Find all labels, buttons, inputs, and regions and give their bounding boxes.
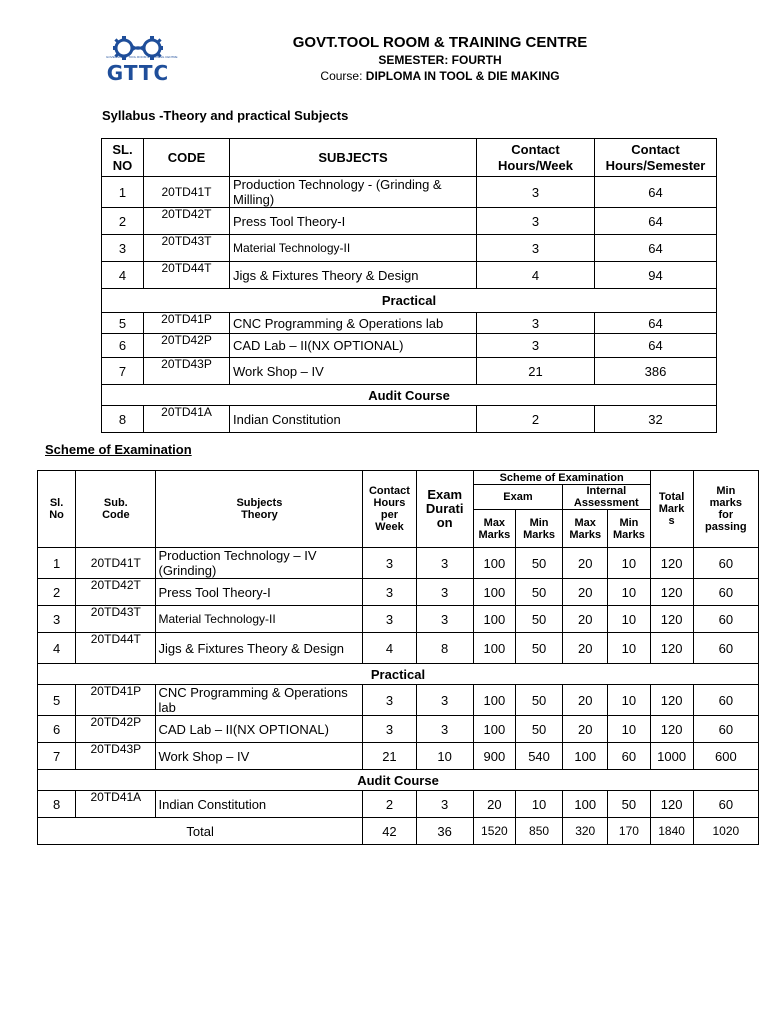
total-marks-cell: 120 <box>650 579 693 606</box>
table-row <box>38 548 759 579</box>
exam-duration-cell: 3 <box>416 791 473 818</box>
code-cell: 20TD42P <box>144 334 230 358</box>
total-label: Total <box>38 818 363 845</box>
exam-duration-cell: 3 <box>416 716 473 743</box>
hours-week-cell: 3 <box>477 313 595 334</box>
ia-min-cell: 10 <box>608 633 650 664</box>
col-exam-min: Min Marks <box>515 510 562 548</box>
exam-max-cell: 100 <box>473 579 515 606</box>
total-row <box>38 818 759 845</box>
min-pass-cell: 60 <box>693 548 758 579</box>
section-row <box>102 385 717 406</box>
section-row <box>38 770 759 791</box>
subject-cell: Production Technology - (Grinding & Milling) <box>230 177 477 208</box>
hours-semester-cell: 32 <box>595 406 717 433</box>
section-row <box>38 664 759 685</box>
ia-max-cell: 20 <box>563 716 608 743</box>
contact-hours-cell: 21 <box>363 743 416 770</box>
exam-max-cell: 100 <box>473 548 515 579</box>
table-row <box>38 606 759 633</box>
sl-no-cell: 7 <box>38 743 76 770</box>
sl-no-cell: 2 <box>102 208 144 235</box>
gttc-logo <box>100 36 176 90</box>
table-row <box>38 743 759 770</box>
exam-duration-cell: 3 <box>416 548 473 579</box>
min-pass-cell: 60 <box>693 716 758 743</box>
min-pass-cell: 60 <box>693 791 758 818</box>
subject-cell: Jigs & Fixtures Theory & Design <box>230 262 477 289</box>
contact-hours-cell: 3 <box>363 716 416 743</box>
exam-duration-cell: 3 <box>416 579 473 606</box>
subject-cell: CAD Lab – II(NX OPTIONAL) <box>156 716 363 743</box>
exam-max-cell: 20 <box>473 791 515 818</box>
section-heading: Audit Course <box>38 770 759 791</box>
total-marks-cell: 120 <box>650 633 693 664</box>
col-exam-duration: Exam Durati on <box>416 471 473 548</box>
table-row <box>38 716 759 743</box>
exam-duration-cell: 3 <box>416 606 473 633</box>
code-cell: 20TD41A <box>76 791 156 818</box>
hours-semester-cell: 386 <box>595 358 717 385</box>
sl-no-cell: 1 <box>102 177 144 208</box>
sl-no-cell: 6 <box>38 716 76 743</box>
exam-min-cell: 50 <box>515 548 562 579</box>
code-cell: 20TD42T <box>144 208 230 235</box>
scheme-heading: Scheme of Examination <box>45 442 192 457</box>
subject-cell: CNC Programming & Operations lab <box>230 313 477 334</box>
hours-week-cell: 3 <box>477 208 595 235</box>
exam-min-cell: 50 <box>515 716 562 743</box>
subject-cell: Press Tool Theory-I <box>156 579 363 606</box>
logo-wordmark: GTTC <box>106 61 170 85</box>
sl-no-cell: 3 <box>102 235 144 262</box>
ia-min-cell: 10 <box>608 579 650 606</box>
subject-cell: Production Technology – IV (Grinding) <box>156 548 363 579</box>
exam-max-cell: 900 <box>473 743 515 770</box>
total-marks-cell: 1000 <box>650 743 693 770</box>
table-row <box>102 208 717 235</box>
total-ia-max-cell: 320 <box>563 818 608 845</box>
code-cell: 20TD44T <box>144 262 230 289</box>
table-row <box>38 685 759 716</box>
exam-max-cell: 100 <box>473 606 515 633</box>
subject-cell: CNC Programming & Operations lab <box>156 685 363 716</box>
course-label: Course: <box>320 69 363 83</box>
ia-min-cell: 10 <box>608 716 650 743</box>
subject-cell: Press Tool Theory-I <box>230 208 477 235</box>
total-marks-cell: 120 <box>650 716 693 743</box>
code-cell: 20TD42T <box>76 579 156 606</box>
subject-cell: Work Shop – IV <box>230 358 477 385</box>
hours-week-cell: 3 <box>477 334 595 358</box>
sl-no-cell: 1 <box>38 548 76 579</box>
total-duration-cell: 36 <box>416 818 473 845</box>
sl-no-cell: 6 <box>102 334 144 358</box>
ia-min-cell: 10 <box>608 548 650 579</box>
subject-cell: Indian Constitution <box>230 406 477 433</box>
exam-max-cell: 100 <box>473 685 515 716</box>
code-cell: 20TD43P <box>144 358 230 385</box>
exam-min-cell: 10 <box>515 791 562 818</box>
ia-max-cell: 20 <box>563 606 608 633</box>
exam-min-cell: 540 <box>515 743 562 770</box>
hours-week-cell: 4 <box>477 262 595 289</box>
table-row <box>38 633 759 664</box>
institute-title: GOVT.TOOL ROOM & TRAINING CENTRE <box>292 34 588 51</box>
col-subjects-theory: Subjects Theory <box>156 471 363 548</box>
subject-cell: Material Technology-II <box>156 606 363 633</box>
section-row <box>102 289 717 313</box>
sl-no-cell: 8 <box>102 406 144 433</box>
subject-cell: Material Technology-II <box>230 235 477 262</box>
contact-hours-cell: 3 <box>363 685 416 716</box>
code-cell: 20TD44T <box>76 633 156 664</box>
code-cell: 20TD41A <box>144 406 230 433</box>
min-pass-cell: 600 <box>693 743 758 770</box>
contact-hours-cell: 2 <box>363 791 416 818</box>
contact-hours-cell: 3 <box>363 548 416 579</box>
ia-max-cell: 20 <box>563 579 608 606</box>
hours-semester-cell: 94 <box>595 262 717 289</box>
ia-min-cell: 10 <box>608 606 650 633</box>
exam-duration-cell: 10 <box>416 743 473 770</box>
col-hours-semester: Contact Hours/Semester <box>595 139 717 177</box>
ia-min-cell: 10 <box>608 685 650 716</box>
total-marks-cell: 120 <box>650 548 693 579</box>
exam-min-cell: 50 <box>515 685 562 716</box>
total-marks-cell: 120 <box>650 685 693 716</box>
total-exam-min-cell: 850 <box>515 818 562 845</box>
exam-duration-cell: 3 <box>416 685 473 716</box>
ia-max-cell: 100 <box>563 791 608 818</box>
contact-hours-cell: 4 <box>363 633 416 664</box>
total-marks-cell: 120 <box>650 791 693 818</box>
hours-semester-cell: 64 <box>595 208 717 235</box>
min-pass-cell: 60 <box>693 579 758 606</box>
logo-tagline: GOVERNMENT TOOL ROOM & TRAINING CENTRE <box>106 55 178 59</box>
hours-week-cell: 3 <box>477 235 595 262</box>
total-exam-max-cell: 1520 <box>473 818 515 845</box>
hours-semester-cell: 64 <box>595 313 717 334</box>
col-exam-max: Max Marks <box>473 510 515 548</box>
col-code: CODE <box>144 139 230 177</box>
hours-week-cell: 2 <box>477 406 595 433</box>
code-cell: 20TD43T <box>76 606 156 633</box>
scheme-header-row-1 <box>38 471 759 485</box>
col-ia-max: Max Marks <box>563 510 608 548</box>
total-pass-cell: 1020 <box>693 818 758 845</box>
exam-max-cell: 100 <box>473 633 515 664</box>
ia-max-cell: 20 <box>563 685 608 716</box>
col-total-marks: Total Mark s <box>650 471 693 548</box>
exam-max-cell: 100 <box>473 716 515 743</box>
subject-cell: Work Shop – IV <box>156 743 363 770</box>
contact-hours-cell: 3 <box>363 606 416 633</box>
min-pass-cell: 60 <box>693 633 758 664</box>
ia-max-cell: 20 <box>563 633 608 664</box>
hours-week-cell: 21 <box>477 358 595 385</box>
sl-no-cell: 4 <box>38 633 76 664</box>
table-row <box>38 791 759 818</box>
subject-cell: Jigs & Fixtures Theory & Design <box>156 633 363 664</box>
table-row <box>102 177 717 208</box>
col-sub-code: Sub. Code <box>76 471 156 548</box>
code-cell: 20TD41P <box>76 685 156 716</box>
syllabus-table <box>101 138 717 433</box>
col-sl-no: SL. NO <box>102 139 144 177</box>
syllabus-heading: Syllabus -Theory and practical Subjects <box>102 108 349 123</box>
exam-header: Exam <box>473 485 562 510</box>
col-min-marks-passing: Min marks for passing <box>693 471 758 548</box>
col-hours-week: Contact Hours/Week <box>477 139 595 177</box>
ia-min-cell: 50 <box>608 791 650 818</box>
code-cell: 20TD41P <box>144 313 230 334</box>
exam-min-cell: 50 <box>515 579 562 606</box>
sl-no-cell: 5 <box>38 685 76 716</box>
contact-hours-cell: 3 <box>363 579 416 606</box>
code-cell: 20TD42P <box>76 716 156 743</box>
code-cell: 20TD41T <box>76 548 156 579</box>
sl-no-cell: 4 <box>102 262 144 289</box>
code-cell: 20TD43P <box>76 743 156 770</box>
table-row <box>102 406 717 433</box>
course-line <box>240 69 640 83</box>
col-subjects: SUBJECTS <box>230 139 477 177</box>
sl-no-cell: 2 <box>38 579 76 606</box>
col-sl-no: Sl. No <box>38 471 76 548</box>
sl-no-cell: 7 <box>102 358 144 385</box>
sl-no-cell: 3 <box>38 606 76 633</box>
col-contact-hours: Contact Hours per Week <box>363 471 416 548</box>
section-heading: Practical <box>38 664 759 685</box>
table-row <box>38 579 759 606</box>
code-cell: 20TD41T <box>144 177 230 208</box>
table-row <box>102 334 717 358</box>
total-marks-total-cell: 1840 <box>650 818 693 845</box>
internal-assessment-header: Internal Assessment <box>563 485 650 510</box>
hours-week-cell: 3 <box>477 177 595 208</box>
exam-duration-cell: 8 <box>416 633 473 664</box>
min-pass-cell: 60 <box>693 606 758 633</box>
total-ia-min-cell: 170 <box>608 818 650 845</box>
total-contact-cell: 42 <box>363 818 416 845</box>
hours-semester-cell: 64 <box>595 235 717 262</box>
subject-cell: Indian Constitution <box>156 791 363 818</box>
sl-no-cell: 5 <box>102 313 144 334</box>
exam-min-cell: 50 <box>515 606 562 633</box>
total-marks-cell: 120 <box>650 606 693 633</box>
hours-semester-cell: 64 <box>595 177 717 208</box>
ia-min-cell: 60 <box>608 743 650 770</box>
hours-semester-cell: 64 <box>595 334 717 358</box>
ia-max-cell: 20 <box>563 548 608 579</box>
section-heading: Practical <box>102 289 717 313</box>
table-row <box>102 358 717 385</box>
semester-label: SEMESTER: FOURTH <box>378 53 502 67</box>
scheme-table <box>37 470 759 845</box>
scheme-of-examination-header: Scheme of Examination <box>473 471 650 485</box>
exam-min-cell: 50 <box>515 633 562 664</box>
code-cell: 20TD43T <box>144 235 230 262</box>
table-row <box>102 262 717 289</box>
section-heading: Audit Course <box>102 385 717 406</box>
table-row <box>102 235 717 262</box>
subject-cell: CAD Lab – II(NX OPTIONAL) <box>230 334 477 358</box>
ia-max-cell: 100 <box>563 743 608 770</box>
sl-no-cell: 8 <box>38 791 76 818</box>
min-pass-cell: 60 <box>693 685 758 716</box>
syllabus-header-row <box>102 139 717 177</box>
course-value: DIPLOMA IN TOOL & DIE MAKING <box>365 69 560 83</box>
table-row <box>102 313 717 334</box>
col-ia-min: Min Marks <box>608 510 650 548</box>
